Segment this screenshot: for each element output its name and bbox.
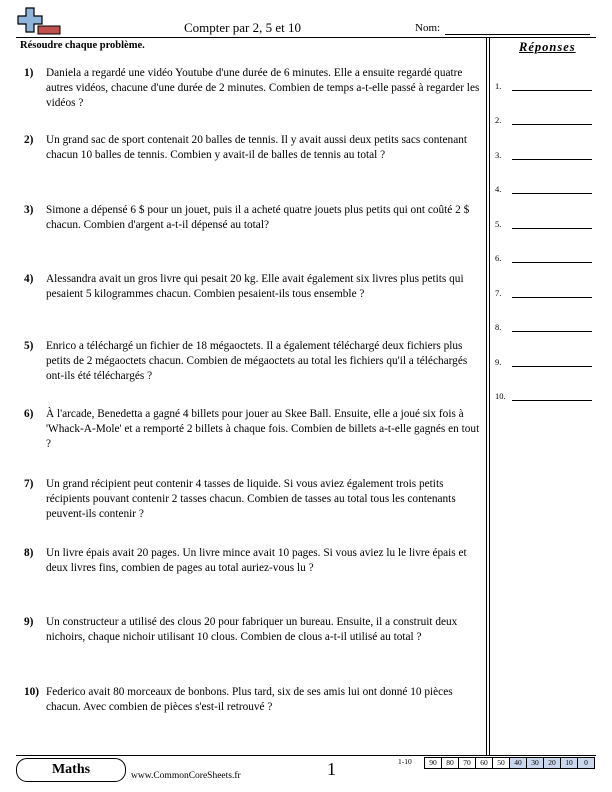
answer-field[interactable]: [512, 366, 592, 367]
answer-label: 3.: [495, 150, 502, 160]
answer-field[interactable]: [512, 331, 592, 332]
page-number: 1: [327, 759, 336, 779]
answer-field[interactable]: [512, 193, 592, 194]
problem-item: [20, 133, 486, 163]
column-divider: [486, 37, 487, 755]
problem-number: 7): [24, 478, 34, 490]
problem-item: [20, 615, 486, 645]
problem-number: 10): [24, 686, 40, 698]
problem-number: 8): [24, 547, 34, 559]
problem-number: 6): [24, 408, 34, 420]
answer-field[interactable]: [512, 297, 592, 298]
problem-number: 9): [24, 616, 34, 628]
problem-item: [20, 339, 486, 384]
problem-number: 2): [24, 134, 34, 146]
logo-icon: [16, 6, 64, 36]
answer-label: 2.: [495, 115, 502, 125]
answer-field[interactable]: [512, 400, 592, 401]
problem-text: Enrico a téléchargé un fichier de 18 mégaoctets. Il a également téléchargé deux fichiers plus petits de 2 mégaoctets chacun. Combien de mégaoctets au total les fichiers qu'il a téléchargés ont-ils été téléchargés ?: [46, 340, 468, 382]
answer-field[interactable]: [512, 228, 592, 229]
problem-text: Un livre épais avait 20 pages. Un livre mince avait 10 pages. Si vous aviez lu le livre épais et deux livres fins, combien de pages au total auriez-vous lu ?: [46, 547, 467, 574]
problem-number: 3): [24, 204, 34, 216]
problem-text: Simone a dépensé 6 $ pour un jouet, puis il a acheté quatre jouets plus petits qui ont coûté 2 $ chacun. Combien d'argent a-t-il dépensé au total?: [46, 204, 470, 231]
problem-item: [20, 407, 486, 452]
score-scale: [398, 757, 595, 769]
score-cell: 10: [561, 757, 578, 769]
score-cell: 40: [510, 757, 527, 769]
problem-text: Alessandra avait un gros livre qui pesait 20 kg. Elle avait également six livres plus petits qui pesaient 5 kilogrammes chacun. Combien pesaient-ils tous ensemble ?: [46, 273, 464, 300]
problem-text: Un constructeur a utilisé des clous 20 pour fabriquer un bureau. Ensuite, il a construit deux nichoirs, chaque nichoir utilisant 10 clous. Combien de clous a-t-il utilisé au total ?: [46, 616, 458, 643]
problem-text: Un grand récipient peut contenir 4 tasses de liquide. Si vous aviez également trois petits récipients pouvant contenir 2 tasses chacun. Combien de tasses au total tous les contenants peuvent-ils contenir ?: [46, 478, 456, 520]
score-cell: 50: [493, 757, 510, 769]
answer-label: 7.: [495, 288, 502, 298]
problem-item: [20, 546, 486, 576]
score-scale-label: 1-10: [398, 757, 412, 766]
answers-title: Réponses: [519, 40, 576, 54]
problem-item: [20, 272, 486, 302]
answer-label: 4.: [495, 184, 502, 194]
problem-text: À l'arcade, Benedetta a gagné 4 billets pour jouer au Skee Ball. Ensuite, elle a joué six fois à 'Whack-A-Mole' et a remporté 2 billets à chaque fois. Combien de billets a-t-elle gagnés en tout ?: [46, 408, 480, 450]
divider: [16, 37, 596, 38]
score-cell: 20: [544, 757, 561, 769]
problem-text: Federico avait 80 morceaux de bonbons. Plus tard, six de ses amis lui ont donné 10 pièces chacun. Avec combien de pièces s'est-il retrouvé ?: [46, 686, 453, 713]
column-divider: [489, 37, 490, 755]
answer-label: 6.: [495, 253, 502, 263]
page-title: Compter par 2, 5 et 10: [184, 20, 301, 35]
score-cell: 80: [442, 757, 459, 769]
answer-field[interactable]: [512, 262, 592, 263]
answer-label: 9.: [495, 357, 502, 367]
problem-text: Daniela a regardé une vidéo Youtube d'une durée de 6 minutes. Elle a ensuite regardé quatre autres vidéos, chacune d'une durée de 2 minutes. Combien de temps a-t-elle passé à regarder les vidéos ?: [46, 67, 480, 109]
answer-label: 8.: [495, 322, 502, 332]
name-field[interactable]: [445, 34, 590, 35]
answer-field[interactable]: [512, 124, 592, 125]
score-cell: 30: [527, 757, 544, 769]
answer-field[interactable]: [512, 90, 592, 91]
score-cell: 70: [459, 757, 476, 769]
problem-item: [20, 477, 486, 522]
answer-label: 5.: [495, 219, 502, 229]
site-url: www.CommonCoreSheets.fr: [131, 771, 241, 781]
subject-badge: Maths: [16, 758, 126, 782]
name-label: Nom:: [415, 22, 441, 34]
answer-label: 1.: [495, 81, 502, 91]
problem-number: 1): [24, 67, 34, 79]
problem-item: [20, 685, 486, 715]
score-cell: 90: [424, 757, 442, 769]
answer-field[interactable]: [512, 159, 592, 160]
answer-label: 10.: [495, 391, 506, 401]
instructions: Résoudre chaque problème.: [20, 40, 145, 51]
problem-text: Un grand sac de sport contenait 20 balles de tennis. Il y avait aussi deux petits sacs contenant chacun 10 balles de tennis. Combien y avait-il de balles de tennis au total ?: [46, 134, 468, 161]
problem-item: [20, 203, 486, 233]
problem-item: [20, 66, 486, 111]
divider: [16, 755, 596, 756]
score-cell: 60: [476, 757, 493, 769]
score-cell: 0: [578, 757, 595, 769]
problem-number: 5): [24, 340, 34, 352]
problem-number: 4): [24, 273, 34, 285]
